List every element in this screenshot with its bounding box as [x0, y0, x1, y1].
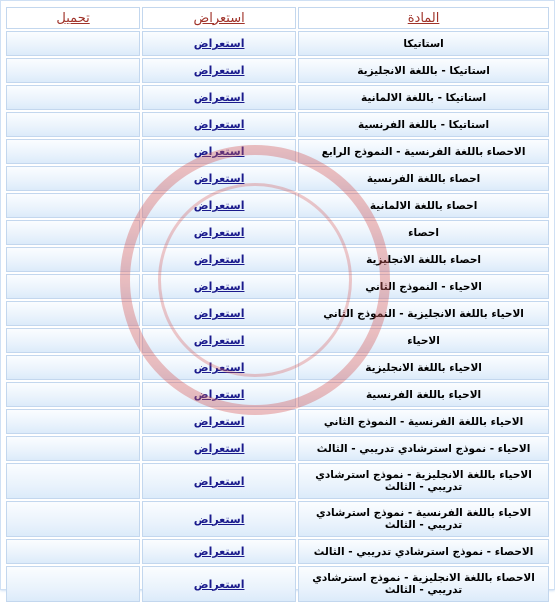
table-row [6, 166, 549, 191]
subject-cell: الاحصاء باللغة الفرنسية - النموذج الرابع [298, 139, 549, 164]
subject-cell: الاحياء باللغة الفرنسية - النموذج الثاني [298, 409, 549, 434]
view-link[interactable]: استعراض [193, 199, 245, 212]
download-cell [6, 463, 140, 499]
view-cell [142, 409, 296, 434]
table-row [6, 247, 549, 272]
table-row [6, 193, 549, 218]
subject-cell: الاحياء - النموذج الثاني [298, 274, 549, 299]
view-link[interactable]: استعراض [193, 253, 245, 266]
subject-cell: الاحياء باللغة الانجليزية - نموذج استرشادي تدريبي - الثالث [298, 463, 549, 499]
view-cell [142, 463, 296, 499]
table-row [6, 355, 549, 380]
view-cell [142, 85, 296, 110]
download-cell [6, 220, 140, 245]
subjects-table [4, 5, 551, 604]
view-link[interactable]: استعراض [193, 145, 245, 158]
table-row [6, 409, 549, 434]
view-link[interactable]: استعراض [193, 226, 245, 239]
header-view: استعراض [142, 7, 296, 29]
download-cell [6, 58, 140, 83]
view-link[interactable]: استعراض [193, 172, 245, 185]
subject-cell: استاتيكا - باللغة الالمانية [298, 85, 549, 110]
view-cell [142, 247, 296, 272]
header-download: تحميل [6, 7, 140, 29]
table-row [6, 274, 549, 299]
view-cell [142, 274, 296, 299]
view-cell [142, 355, 296, 380]
table-row [6, 301, 549, 326]
subject-cell: احصاء [298, 220, 549, 245]
subject-cell: احصاء باللغة الانجليزية [298, 247, 549, 272]
table-row [6, 220, 549, 245]
subject-cell: استاتيكا - باللغة الانجليزية [298, 58, 549, 83]
table-body [6, 31, 549, 602]
subject-cell: الاحياء - نموذج استرشادي تدريبي - الثالث [298, 436, 549, 461]
download-cell [6, 355, 140, 380]
view-link[interactable]: استعراض [193, 415, 245, 428]
view-cell [142, 166, 296, 191]
table-row [6, 58, 549, 83]
view-link[interactable]: استعراض [193, 91, 245, 104]
view-link[interactable]: استعراض [193, 545, 245, 558]
subject-cell: الاحياء باللغة الانجليزية [298, 355, 549, 380]
subject-cell: احصاء باللغة الفرنسية [298, 166, 549, 191]
download-cell [6, 501, 140, 537]
download-cell [6, 539, 140, 564]
view-cell [142, 539, 296, 564]
download-cell [6, 409, 140, 434]
download-cell [6, 112, 140, 137]
table-row [6, 382, 549, 407]
subject-cell: استاتيكا [298, 31, 549, 56]
view-link[interactable]: استعراض [193, 474, 245, 488]
download-cell [6, 382, 140, 407]
table-row [6, 539, 549, 564]
download-cell [6, 166, 140, 191]
subject-cell: استاتيكا - باللغة الفرنسية [298, 112, 549, 137]
table-row [6, 501, 549, 537]
subject-cell: احصاء باللغة الالمانية [298, 193, 549, 218]
table-row [6, 112, 549, 137]
view-cell [142, 301, 296, 326]
view-link[interactable]: استعراض [193, 64, 245, 77]
subject-cell: الاحياء [298, 328, 549, 353]
download-cell [6, 301, 140, 326]
download-cell [6, 436, 140, 461]
view-cell [142, 193, 296, 218]
view-cell [142, 382, 296, 407]
table-row [6, 328, 549, 353]
view-link[interactable]: استعراض [193, 577, 245, 591]
view-cell [142, 31, 296, 56]
view-cell [142, 436, 296, 461]
subject-cell: الاحياء باللغة الانجليزية - النموذج الثاني [298, 301, 549, 326]
download-cell [6, 274, 140, 299]
header-subject: المادة [298, 7, 549, 29]
table-row [6, 31, 549, 56]
view-link[interactable]: استعراض [193, 388, 245, 401]
download-cell [6, 139, 140, 164]
table-row [6, 85, 549, 110]
download-cell [6, 193, 140, 218]
view-link[interactable]: استعراض [193, 442, 245, 455]
view-link[interactable]: استعراض [193, 280, 245, 293]
subject-cell: الاحياء باللغة الفرنسية [298, 382, 549, 407]
table-row [6, 436, 549, 461]
view-cell [142, 58, 296, 83]
view-cell [142, 112, 296, 137]
view-cell [142, 139, 296, 164]
subject-cell: الاحياء باللغة الفرنسية - نموذج استرشادي تدريبي - الثالث [298, 501, 549, 537]
table-row [6, 566, 549, 602]
subject-cell: الاحصاء - نموذج استرشادي تدريبي - الثالث [298, 539, 549, 564]
table-row [6, 139, 549, 164]
download-cell [6, 85, 140, 110]
view-cell [142, 220, 296, 245]
view-link[interactable]: استعراض [193, 307, 245, 320]
view-link[interactable]: استعراض [193, 512, 245, 526]
header-row [6, 7, 549, 29]
download-cell [6, 31, 140, 56]
download-cell [6, 247, 140, 272]
view-link[interactable]: استعراض [193, 37, 245, 50]
table-row [6, 463, 549, 499]
view-cell [142, 328, 296, 353]
view-cell [142, 566, 296, 602]
view-cell [142, 501, 296, 537]
view-link[interactable]: استعراض [193, 118, 245, 131]
download-cell [6, 328, 140, 353]
view-link[interactable]: استعراض [193, 361, 245, 374]
view-link[interactable]: استعراض [193, 334, 245, 347]
download-cell [6, 566, 140, 602]
subject-cell: الاحصاء باللغة الانجليزية - نموذج استرشادي تدريبي - الثالث [298, 566, 549, 602]
